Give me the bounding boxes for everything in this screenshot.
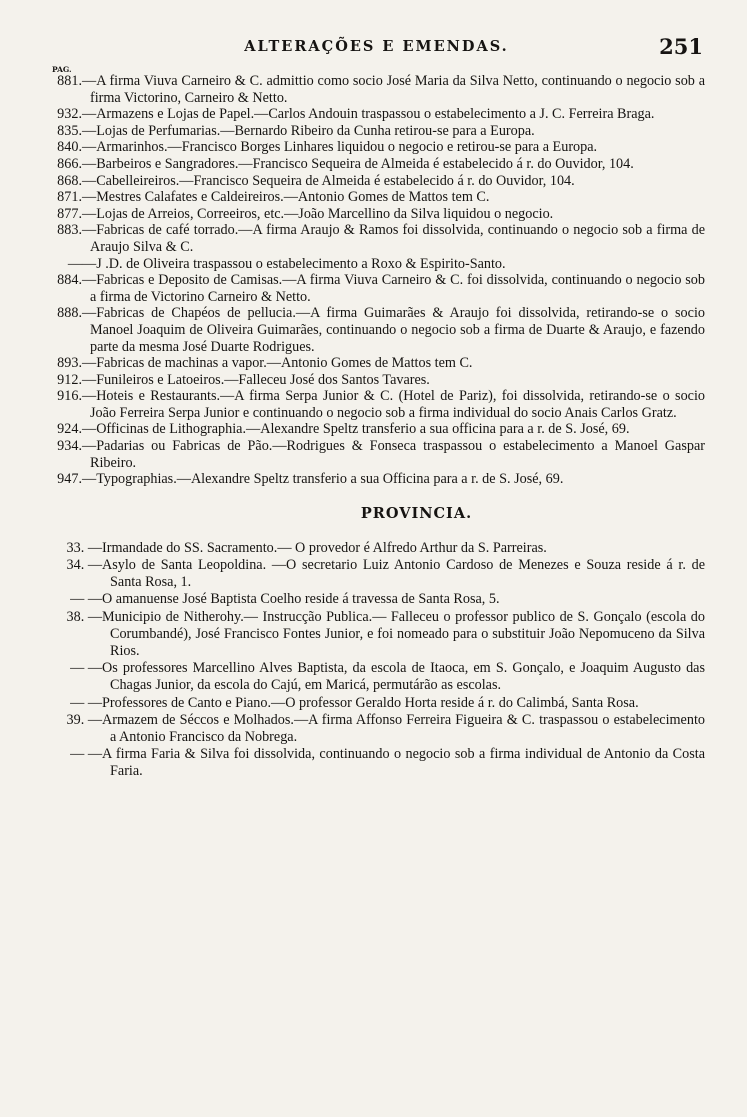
list-item: [48, 123, 705, 140]
list-item: [48, 438, 705, 471]
list-item: [48, 206, 705, 223]
page-number: 251: [659, 34, 703, 59]
entry-text: —Armarinhos.—Francisco Borges Linhares liquidou o negocio e retirou-se para a Europa.: [82, 139, 598, 156]
entry-number: 877.: [57, 205, 82, 222]
list-item: [48, 695, 705, 712]
section-title-provincia: PROVINCIA.: [360, 504, 473, 522]
list-item: [48, 712, 705, 746]
pag-label: PAG.: [52, 65, 72, 74]
entry-number: 932.: [57, 106, 82, 123]
list-item: [48, 471, 705, 488]
entry-text: —Mestres Calafates e Caldeireiros.—Antonio Gomes de Mattos tem C.: [82, 189, 490, 206]
entry-text: —Typographias.—Alexandre Speltz transferio a sua Officina para a r. de S. José, 69.: [82, 471, 564, 488]
entry-text: —Lojas de Perfumarias.—Bernardo Ribeiro da Cunha retirou-se para a Europa.: [82, 122, 535, 139]
list-item: [48, 372, 705, 389]
list-item: [48, 222, 705, 255]
entry-number: 888.: [57, 305, 82, 322]
list-item: [48, 156, 705, 173]
entry-number: — —: [70, 694, 102, 711]
entry-text: —Barbeiros e Sangradores.—Francisco Sequeira de Almeida é estabelecido á r. do Ouvidor, 104.: [82, 155, 634, 172]
entry-number: 868.: [57, 172, 82, 189]
list-item: [48, 355, 705, 372]
entry-text: Armazem de Séccos e Molhados.—A firma Affonso Ferreira Figueira & C. traspassou o estabelecimento a Antonio Francisco da Nobrega.: [102, 711, 705, 746]
entry-text: A firma Faria & Silva foi dissolvida, continuando o negocio sob a firma individual de Antonio da Costa Faria.: [102, 746, 705, 780]
entry-number: 893.: [57, 355, 82, 372]
entry-text: —Hoteis e Restaurants.—A firma Serpa Junior & C. (Hotel de Pariz), foi dissolvida, retirando-se o socio João Ferreira Serpa Junior e continuando o negocio sob a firma individual do socio Anais Carlos Gratz.: [82, 388, 705, 421]
entry-text: Asylo de Santa Leopoldina. —O secretario Luiz Antonio Cardoso de Menezes e Souza reside á r. de Santa Rosa, 1.: [102, 557, 705, 591]
running-title: ALTERAÇÕES E EMENDAS.: [244, 38, 509, 55]
entry-number: 912.: [57, 371, 82, 388]
entry-number: 39. —: [66, 711, 102, 728]
entry-number: 884.: [57, 272, 82, 289]
list-item: [48, 139, 705, 156]
entry-number: 34. —: [66, 557, 102, 574]
entry-number: — —: [70, 660, 102, 677]
list-item: [48, 660, 705, 694]
provincia-entries: [48, 540, 705, 781]
list-item: [48, 591, 705, 608]
entry-number: 924.: [57, 421, 82, 438]
entry-number: — —: [70, 591, 102, 608]
entry-number: 871.: [57, 189, 82, 206]
entry-text: —Fabricas de machinas a vapor.—Antonio Gomes de Mattos tem C.: [82, 355, 473, 372]
entry-text: —A firma Viuva Carneiro & C. admittio como socio José Maria da Silva Netto, continuando o negocio sob a firma Victorino, Carneiro & Netto.: [82, 73, 705, 106]
entry-number: 866.: [57, 155, 82, 172]
entry-text: —Funileiros e Latoeiros.—Falleceu José dos Santos Tavares.: [82, 371, 430, 388]
list-item: [48, 189, 705, 206]
entry-number: 38. —: [66, 608, 102, 625]
entry-number: 840.: [57, 139, 82, 156]
entry-text: —Lojas de Arreios, Correeiros, etc.—João Marcellino da Silva liquidou o negocio.: [82, 205, 554, 222]
list-item: [48, 173, 705, 190]
list-item: [48, 305, 705, 355]
entry-text: —Fabricas e Deposito de Camisas.—A firma Viuva Carneiro & C. foi dissolvida, continuando o negocio sob a firma de Victorino Carneiro & Netto.: [82, 272, 705, 305]
list-item: [48, 557, 705, 591]
entry-text: Os professores Marcellino Alves Baptista, da escola de Itaoca, em S. Gonçalo, e Joaquim Augusto das Chagas Junior, da escola do Cajú, em Maricá, permutárão as escolas.: [102, 660, 705, 694]
entry-text: —Armazens e Lojas de Papel.—Carlos Andouin traspassou o estabelecimento a J. C. Ferreira Braga.: [82, 106, 655, 123]
corte-entries: [48, 73, 705, 488]
entry-number: 883.: [57, 222, 82, 239]
list-item: [48, 388, 705, 421]
entry-number: —: [67, 255, 82, 272]
entry-number: 835.: [57, 122, 82, 139]
entry-number: 934.: [57, 438, 82, 455]
list-item: [48, 106, 705, 123]
entry-number: 947.: [57, 471, 82, 488]
page-header: [48, 34, 705, 64]
entry-text: —Cabelleireiros.—Francisco Sequeira de Almeida é estabelecido á r. do Ouvidor, 104.: [82, 172, 575, 189]
list-item: [48, 609, 705, 661]
list-item: [48, 272, 705, 305]
entry-text: —J .D. de Oliveira traspassou o estabelecimento a Roxo & Espirito-Santo.: [82, 255, 506, 272]
entry-number: 916.: [57, 388, 82, 405]
entry-number: 881.: [57, 73, 82, 89]
entry-text: —Fabricas de café torrado.—A firma Araujo & Ramos foi dissolvida, continuando o negocio sob a firma de Araujo Silva & C.: [82, 222, 705, 255]
entry-text: O amanuense José Baptista Coelho reside á travessa de Santa Rosa, 5.: [102, 591, 500, 608]
entry-number: 33. —: [66, 539, 102, 556]
list-item: [48, 73, 705, 106]
list-item: [48, 421, 705, 438]
entry-number: — —: [70, 746, 102, 763]
entry-text: —Padarias ou Fabricas de Pão.—Rodrigues & Fonseca traspassou o estabelecimento a Manoel Gaspar Ribeiro.: [82, 438, 705, 471]
entry-text: Irmandade do SS. Sacramento.— O provedor é Alfredo Arthur da S. Parreiras.: [102, 539, 547, 556]
entry-text: Municipio de Nitherohy.— Instrucção Publica.— Falleceu o professor publico de S. Gonçalo (escola do Corumbandé), José Francisco Fontes Junior, e foi nomeado para o substituir João Nepomuceno da Silva Rios.: [102, 608, 705, 660]
list-item: [48, 540, 705, 557]
entry-text: —Fabricas de Chapéos de pellucia.—A firma Guimarães & Araujo foi dissolvida, retirando-se o socio Manoel Joaquim de Oliveira Guimarães, continuando o negocio sob a firma de Duarte & Araujo, e fazendo parte da mesma José Duarte Rodrigues.: [82, 305, 705, 355]
entry-text: Professores de Canto e Piano.—O professor Geraldo Horta reside á r. do Calimbá, Santa Rosa.: [102, 694, 639, 711]
entry-text: —Officinas de Lithographia.—Alexandre Speltz transferio a sua officina para a r. de S. José, 69.: [82, 421, 630, 438]
list-item: [48, 746, 705, 780]
list-item: [48, 256, 705, 273]
